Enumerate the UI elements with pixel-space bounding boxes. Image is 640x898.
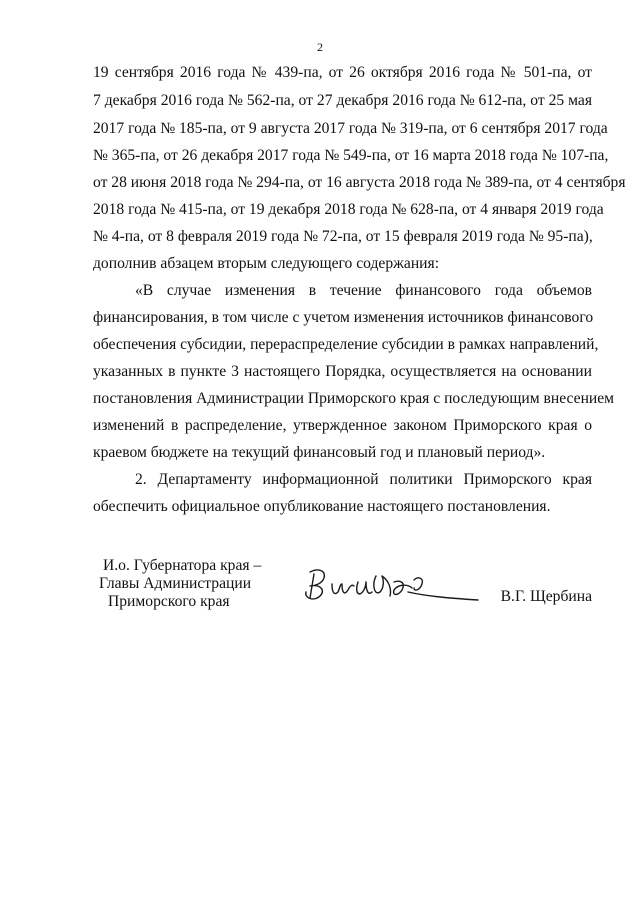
body-line: дополнив абзацем вторым следующего содержания: bbox=[93, 255, 440, 272]
body-line: 7 декабря 2016 года № 562-па, от 27 декабря 2016 года № 612-па, от 25 мая bbox=[93, 92, 592, 109]
body-line: от 28 июня 2018 года № 294-па, от 16 августа 2018 года № 389-па, от 4 сентября bbox=[93, 174, 626, 191]
body-line: 2017 года № 185-па, от 9 августа 2017 года № 319-па, от 6 сентября 2017 года bbox=[93, 120, 608, 137]
quote-line: постановления Администрации Приморского края с последующим внесением bbox=[93, 390, 615, 407]
signatory-name: В.Г. Щербина bbox=[500, 588, 592, 605]
quote-line: указанных в пункте 3 настоящего Порядка, осуществляется на основании bbox=[93, 363, 592, 380]
signatory-position-line: И.о. Губернатора края – bbox=[103, 557, 262, 574]
signatory-position-line: Главы Администрации bbox=[99, 575, 252, 592]
quote-line: «В случае изменения в течение финансового года объемов bbox=[135, 282, 592, 299]
quote-line: финансирования, в том числе с учетом изменения источников финансового bbox=[93, 309, 594, 326]
body-line: № 4-па, от 8 февраля 2019 года № 72-па, от 15 февраля 2019 года № 95-па), bbox=[93, 228, 593, 245]
handwritten-signature bbox=[296, 562, 486, 612]
page-number: 2 bbox=[317, 40, 323, 54]
item-line: 2. Департаменту информационной политики Приморского края bbox=[135, 471, 592, 488]
quote-line: изменений в распределение, утвержденное законом Приморского края о bbox=[93, 417, 592, 434]
signatory-position-line: Приморского края bbox=[108, 593, 230, 610]
quote-line: обеспечения субсидии, перераспределение субсидии в рамках направлений, bbox=[93, 336, 599, 353]
item-line: обеспечить официальное опубликование настоящего постановления. bbox=[93, 498, 551, 515]
body-line: № 365-па, от 26 декабря 2017 года № 549-па, от 16 марта 2018 года № 107-па, bbox=[93, 147, 609, 164]
body-line: 2018 года № 415-па, от 19 декабря 2018 года № 628-па, от 4 января 2019 года bbox=[93, 201, 604, 218]
body-line: 19 сентября 2016 года № 439-па, от 26 октября 2016 года № 501-па, от bbox=[93, 64, 592, 81]
quote-line: краевом бюджете на текущий финансовый год и плановый период». bbox=[93, 444, 546, 461]
